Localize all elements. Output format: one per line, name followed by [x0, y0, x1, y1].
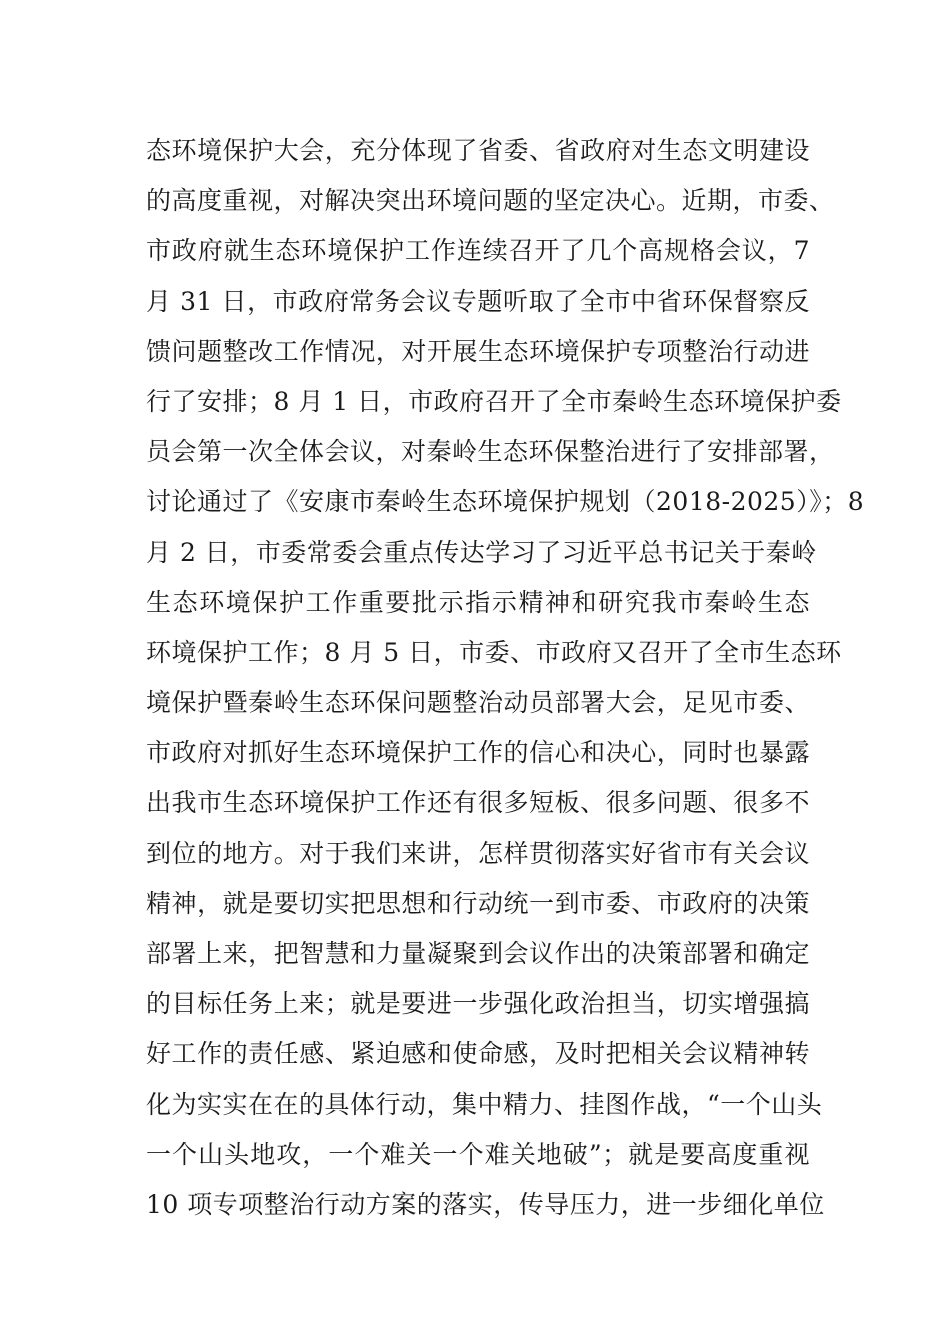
text-line: 讨论通过了《安康市秦岭生态环境保护规划（2018-2025）》；8: [146, 487, 865, 517]
text-line: 月 2 日，市委常委会重点传达学习了习近平总书记关于秦岭: [146, 537, 817, 567]
text-line: 生态环境保护工作重要批示指示精神和研究我市秦岭生态: [146, 587, 810, 617]
text-line: 精神，就是要切实把思想和行动统一到市委、市政府的决策: [146, 888, 810, 918]
text-line: 部署上来，把智慧和力量凝聚到会议作出的决策部署和确定: [146, 939, 810, 968]
text-line: 员会第一次全体会议，对秦岭生态环保整治进行了安排部署，: [146, 437, 835, 467]
text-line: 一个山头地攻，一个难关一个难关地破”；就是要高度重视: [146, 1139, 810, 1169]
text-line: 馈问题整改工作情况，对开展生态环境保护专项整治行动进: [146, 336, 810, 366]
text-line: 月 31 日，市政府常务会议专题听取了全市中省环保督察反: [146, 286, 810, 316]
text-line: 出我市生态环境保护工作还有很多短板、很多问题、很多不: [146, 788, 810, 818]
body-text: [146, 126, 865, 1230]
text-line: 10 项专项整治行动方案的落实，传导压力，进一步细化单位: [146, 1189, 825, 1219]
text-line: 环境保护工作；8 月 5 日，市委、市政府又召开了全市生态环: [146, 637, 842, 667]
text-line: 行了安排；8 月 1 日，市政府召开了全市秦岭生态环境保护委: [146, 386, 842, 416]
text-line: 态环境保护大会，充分体现了省委、省政府对生态文明建设: [146, 136, 810, 165]
text-line: 好工作的责任感、紧迫感和使命感，及时把相关会议精神转: [146, 1039, 810, 1069]
text-line: 的目标任务上来；就是要进一步强化政治担当，切实增强搞: [146, 989, 810, 1019]
text-line: 的高度重视，对解决突出环境问题的坚定决心。近期，市委、: [146, 186, 835, 216]
text-line: 到位的地方。对于我们来讲，怎样贯彻落实好省市有关会议: [146, 838, 810, 868]
text-line: 化为实实在在的具体行动，集中精力、挂图作战，“一个山头: [146, 1089, 823, 1119]
text-line: 境保护暨秦岭生态环保问题整治动员部署大会，足见市委、: [146, 688, 810, 718]
text-line: 市政府对抓好生态环境保护工作的信心和决心，同时也暴露: [146, 738, 810, 768]
text-line: 市政府就生态环境保护工作连续召开了几个高规格会议，7: [146, 236, 810, 266]
